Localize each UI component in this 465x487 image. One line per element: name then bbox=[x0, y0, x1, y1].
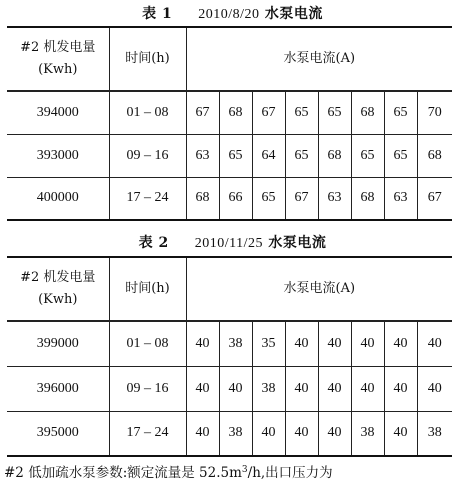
current-cell: 63 bbox=[318, 177, 351, 220]
table2-date: 2010/11/25 bbox=[194, 236, 263, 251]
table2-caption bbox=[0, 232, 465, 252]
current-cell: 40 bbox=[285, 366, 318, 411]
current-cell: 70 bbox=[417, 91, 452, 134]
table2-header-power bbox=[7, 257, 109, 321]
time-cell: 17 – 24 bbox=[109, 411, 186, 456]
table2-header-current-label: 水泵电流(A) bbox=[283, 281, 356, 296]
current-cell: 68 bbox=[318, 134, 351, 177]
current-cell: 65 bbox=[285, 134, 318, 177]
table-row bbox=[7, 177, 452, 220]
current-cell: 40 bbox=[351, 321, 384, 366]
current-cell: 68 bbox=[219, 91, 252, 134]
table2-header-time bbox=[109, 257, 186, 321]
current-cell: 38 bbox=[219, 321, 252, 366]
current-cell: 40 bbox=[219, 366, 252, 411]
current-cell: 65 bbox=[219, 134, 252, 177]
pump-parameters-note bbox=[4, 461, 333, 481]
current-cell: 38 bbox=[417, 411, 452, 456]
note-text-before: #2 低加疏水泵参数:额定流量是 52.5m bbox=[4, 465, 242, 481]
table2-topic: 水泵电流 bbox=[268, 235, 327, 251]
current-cell: 66 bbox=[219, 177, 252, 220]
current-cell: 40 bbox=[285, 321, 318, 366]
current-cell: 40 bbox=[318, 321, 351, 366]
note-superscript: 3 bbox=[241, 465, 248, 475]
current-cell: 63 bbox=[186, 134, 219, 177]
current-cell: 40 bbox=[318, 366, 351, 411]
table1-header-current-label: 水泵电流(A) bbox=[283, 51, 356, 66]
current-cell: 40 bbox=[186, 411, 219, 456]
current-cell: 40 bbox=[285, 411, 318, 456]
current-cell: 67 bbox=[417, 177, 452, 220]
current-cell: 35 bbox=[252, 321, 285, 366]
current-cell: 40 bbox=[384, 411, 417, 456]
current-cell: 38 bbox=[351, 411, 384, 456]
current-cell: 68 bbox=[186, 177, 219, 220]
time-cell: 17 – 24 bbox=[109, 177, 186, 220]
table1-caption bbox=[0, 3, 465, 23]
current-cell: 68 bbox=[351, 177, 384, 220]
table1-topic: 水泵电流 bbox=[264, 6, 323, 22]
table1-header-time bbox=[109, 27, 186, 91]
current-cell: 67 bbox=[285, 177, 318, 220]
note-text-after: /h,出口压力为 bbox=[247, 465, 333, 481]
time-cell: 01 – 08 bbox=[109, 91, 186, 134]
table-row bbox=[7, 411, 452, 456]
current-cell: 40 bbox=[351, 366, 384, 411]
current-cell: 65 bbox=[285, 91, 318, 134]
table1 bbox=[7, 26, 452, 221]
power-cell: 393000 bbox=[7, 134, 109, 177]
time-cell: 09 – 16 bbox=[109, 134, 186, 177]
table1-number: 表 1 bbox=[142, 6, 173, 22]
current-cell: 38 bbox=[252, 366, 285, 411]
current-cell: 65 bbox=[351, 134, 384, 177]
table2-header-time-label: 时间(h) bbox=[125, 281, 170, 296]
table2 bbox=[7, 256, 452, 457]
current-cell: 40 bbox=[318, 411, 351, 456]
table-row bbox=[7, 366, 452, 411]
current-cell: 40 bbox=[252, 411, 285, 456]
table1-date: 2010/8/20 bbox=[198, 7, 260, 22]
current-cell: 40 bbox=[384, 366, 417, 411]
table2-header-current bbox=[186, 257, 452, 321]
current-cell: 67 bbox=[186, 91, 219, 134]
time-cell: 09 – 16 bbox=[109, 366, 186, 411]
current-cell: 40 bbox=[186, 321, 219, 366]
current-cell: 40 bbox=[384, 321, 417, 366]
power-cell: 396000 bbox=[7, 366, 109, 411]
current-cell: 40 bbox=[186, 366, 219, 411]
current-cell: 38 bbox=[219, 411, 252, 456]
current-cell: 40 bbox=[417, 321, 452, 366]
table1-header-power bbox=[7, 27, 109, 91]
table1-header-time-label: 时间(h) bbox=[125, 51, 170, 66]
current-cell: 68 bbox=[351, 91, 384, 134]
power-cell: 395000 bbox=[7, 411, 109, 456]
power-cell: 394000 bbox=[7, 91, 109, 134]
table-row bbox=[7, 134, 452, 177]
current-cell: 65 bbox=[384, 134, 417, 177]
current-cell: 65 bbox=[252, 177, 285, 220]
table-row bbox=[7, 321, 452, 366]
current-cell: 68 bbox=[417, 134, 452, 177]
current-cell: 67 bbox=[252, 91, 285, 134]
table2-number: 表 2 bbox=[138, 235, 169, 251]
current-cell: 65 bbox=[384, 91, 417, 134]
time-cell: 01 – 08 bbox=[109, 321, 186, 366]
current-cell: 65 bbox=[318, 91, 351, 134]
current-cell: 40 bbox=[417, 366, 452, 411]
power-cell: 399000 bbox=[7, 321, 109, 366]
current-cell: 63 bbox=[384, 177, 417, 220]
current-cell: 64 bbox=[252, 134, 285, 177]
table-row bbox=[7, 91, 452, 134]
power-cell: 400000 bbox=[7, 177, 109, 220]
table2-header-power-label: #2 机发电量(Kwh) bbox=[20, 270, 96, 307]
table1-header-power-label: #2 机发电量(Kwh) bbox=[20, 40, 96, 77]
table1-header-current bbox=[186, 27, 452, 91]
